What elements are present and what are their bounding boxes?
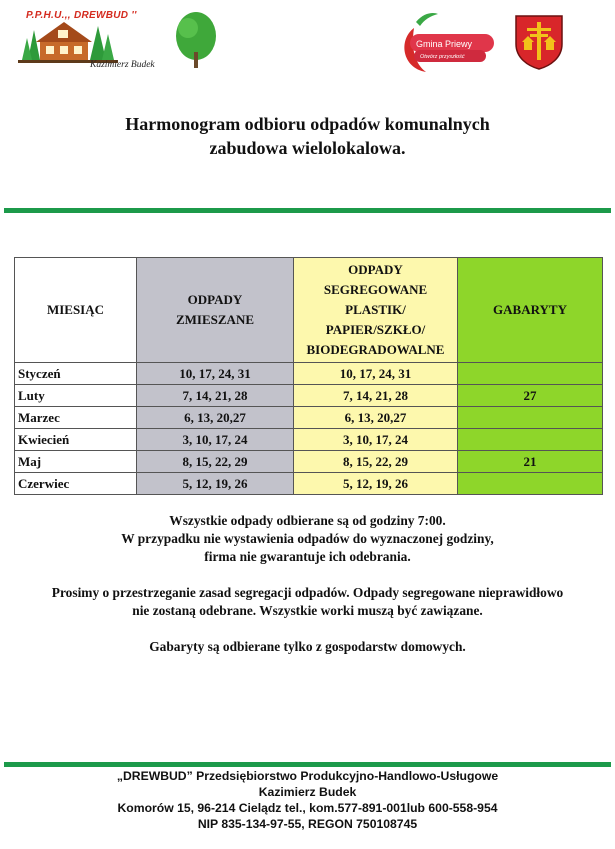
cell-bulky: [458, 363, 603, 385]
table-row: [15, 385, 603, 407]
footer-line: „DREWBUD” Przedsiębiorstwo Produkcyjno-Handlowo-Usługowe: [116, 769, 499, 783]
footer-line: NIP 835-134-97-55, REGON 750108745: [197, 817, 418, 831]
company-brand-text: P.P.H.U.,, DREWBUD '': [26, 10, 137, 21]
cell-segregated: 3, 10, 17, 24: [294, 429, 458, 451]
note-line: Gabaryty są odbierane tylko z gospodarstw domowych.: [149, 639, 466, 654]
header-bulky: GABARYTY: [458, 258, 603, 363]
cell-mixed: 3, 10, 17, 24: [137, 429, 294, 451]
cell-mixed: 7, 14, 21, 28: [137, 385, 294, 407]
cell-bulky: [458, 429, 603, 451]
cell-month: Czerwiec: [15, 473, 137, 495]
title-line-1: Harmonogram odbioru odpadów komunalnych: [125, 114, 490, 134]
title-line-2: zabudowa wielolokalowa.: [209, 138, 406, 158]
note-line: Wszystkie odpady odbierane są od godziny 7:00.: [169, 513, 446, 528]
drewbud-logo: [18, 8, 218, 72]
coat-of-arms-icon: [514, 14, 564, 70]
footer-line: Kazimierz Budek: [258, 785, 357, 799]
note-line: W przypadku nie wystawienia odpadów do wyznaczonej godziny,: [121, 531, 494, 546]
gmina-logo: [396, 10, 496, 76]
notes-section: [10, 512, 605, 656]
cell-bulky: [458, 473, 603, 495]
header-month: MIESIĄC: [15, 258, 137, 363]
page-title: [0, 112, 615, 160]
note-line: firma nie gwarantuje ich odebrania.: [204, 549, 411, 564]
cell-segregated: 7, 14, 21, 28: [294, 385, 458, 407]
cell-bulky: 27: [458, 385, 603, 407]
note-line: Prosimy o przestrzeganie zasad segregacji odpadów. Odpady segregowane nieprawidłowo: [51, 585, 564, 600]
schedule-table: [14, 257, 603, 495]
cell-segregated: 8, 15, 22, 29: [294, 451, 458, 473]
footer-line: Komorów 15, 96-214 Cielądz tel., kom.577-891-001lub 600-558-954: [117, 801, 498, 815]
cell-month: Styczeń: [15, 363, 137, 385]
cell-mixed: 8, 15, 22, 29: [137, 451, 294, 473]
header-segregated: ODPADY SEGREGOWANE PLASTIK/ PAPIER/SZKŁO/ BIODEGRADOWALNE: [294, 258, 458, 363]
cell-mixed: 10, 17, 24, 31: [137, 363, 294, 385]
header-mixed: ODPADY ZMIESZANE: [137, 258, 294, 363]
gmina-name: Gmina Priewy: [416, 39, 473, 49]
cell-segregated: 5, 12, 19, 26: [294, 473, 458, 495]
cell-month: Kwiecień: [15, 429, 137, 451]
cell-month: Marzec: [15, 407, 137, 429]
footer: [0, 768, 615, 832]
company-owner-text: Kazimierz Budek: [90, 60, 155, 70]
table-row: [15, 473, 603, 495]
cell-mixed: 5, 12, 19, 26: [137, 473, 294, 495]
cell-month: Maj: [15, 451, 137, 473]
table-row: [15, 429, 603, 451]
cell-segregated: 6, 13, 20,27: [294, 407, 458, 429]
cell-mixed: 6, 13, 20,27: [137, 407, 294, 429]
cell-bulky: 21: [458, 451, 603, 473]
cell-month: Luty: [15, 385, 137, 407]
divider-top: [4, 208, 611, 213]
table-header-row: [15, 258, 603, 363]
table-row: [15, 407, 603, 429]
table-row: [15, 451, 603, 473]
divider-bottom: [4, 762, 611, 767]
gmina-tagline: Otwórz przyszłość: [420, 54, 465, 60]
cell-bulky: [458, 407, 603, 429]
note-line: nie zostaną odebrane. Wszystkie worki muszą być zawiązane.: [132, 603, 483, 618]
table-row: [15, 363, 603, 385]
cell-segregated: 10, 17, 24, 31: [294, 363, 458, 385]
